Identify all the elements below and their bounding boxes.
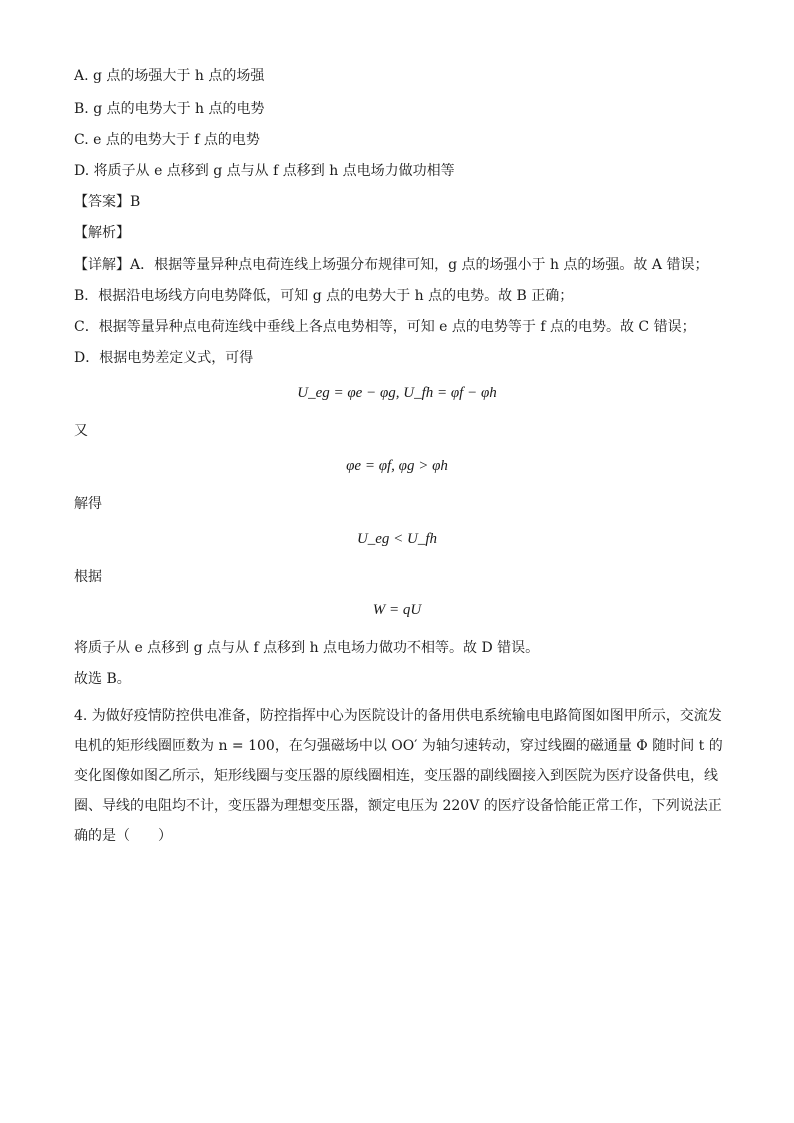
analysis-heading: 【解析】 (74, 225, 130, 241)
equation-voltage-compare: U_eg < U_fh (356, 531, 438, 547)
conclusion-d: 将质子从 e 点移到 g 点与从 f 点移到 h 点电场力做功不相等。故 D 错误。 (74, 640, 540, 656)
equation-work: W = qU (372, 602, 422, 618)
text-you: 又 (74, 423, 88, 439)
text-genju: 根据 (74, 569, 102, 585)
detail-a: 【详解】A．根据等量异种点电荷连线上场强分布规律可知，g 点的场强小于 h 点的场强。故 A 错误； (74, 257, 709, 273)
equation-potential-difference: U_eg = φe − φg, U_fh = φf − φh (297, 385, 497, 401)
detail-c: C．根据等量异种点电荷连线中垂线上各点电势相等，可知 e 点的电势等于 f 点的电势。故 C 错误； (74, 319, 696, 335)
text-jiede: 解得 (74, 496, 102, 512)
equation-potential-relation: φe = φf, φg > φh (346, 458, 448, 474)
option-b: B. g 点的电势大于 h 点的电势 (74, 101, 265, 117)
question-4: 4. 为做好疫情防控供电准备，防控指挥中心为医院设计的备用供电系统输电电路简图如图甲所示，交流发电机的矩形线圈匝数为 n = 100，在匀强磁场中以 OO′ 为轴匀速转动，穿过线圈的磁通量 Φ 随时间 t 的变化图像如图乙所示，矩形线圈与变压器的原线圈相连，变压器的副线圈接入到医院为医疗设备供电，线圈、导线的电阻均不计，变压器为理想变压器，额定电压为 220V 的医疗设备恰能正常工作，下列说法正确的是（ ） (74, 708, 723, 844)
final-answer: 故选 B。 (74, 671, 131, 687)
option-c: C. e 点的电势大于 f 点的电势 (74, 132, 260, 148)
option-d: D. 将质子从 e 点移到 g 点与从 f 点移到 h 点电场力做功相等 (74, 163, 455, 179)
option-a: A. g 点的场强大于 h 点的场强 (74, 68, 265, 84)
answer-line: 【答案】B (74, 194, 141, 210)
detail-d: D．根据电势差定义式，可得 (74, 350, 254, 366)
detail-b: B．根据沿电场线方向电势降低，可知 g 点的电势大于 h 点的电势。故 B 正确； (74, 288, 574, 304)
